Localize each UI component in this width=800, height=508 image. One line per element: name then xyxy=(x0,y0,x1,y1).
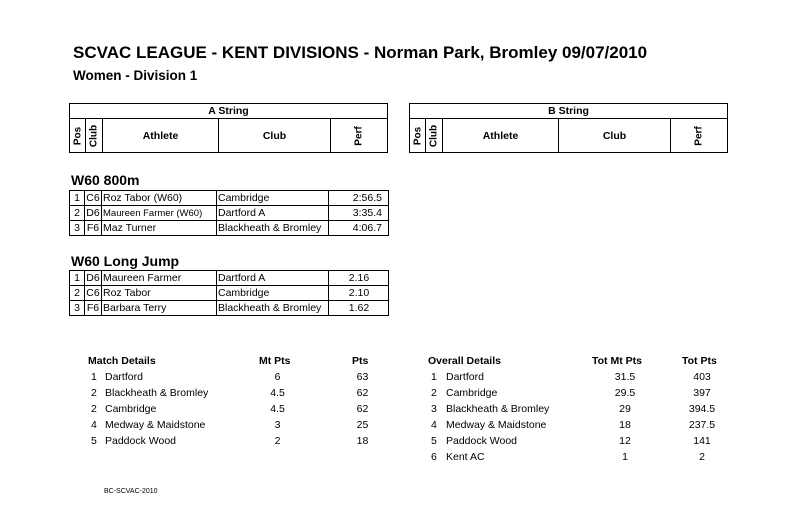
list-item-mt-pts: 6 xyxy=(274,371,281,383)
event-title: W60 Long Jump xyxy=(71,253,180,269)
list-item-mt-pts: 2 xyxy=(274,435,281,447)
club-cell: Dartford A xyxy=(217,206,329,221)
list-item-tot-mt-pts: 29.5 xyxy=(614,387,636,399)
athlete-cell: Barbara Terry xyxy=(102,301,217,316)
b-string-header-table xyxy=(409,103,728,153)
athlete-column-header: Athlete xyxy=(443,119,559,153)
list-item-tot-pts: 237.5 xyxy=(688,419,716,431)
list-item-tot-mt-pts: 1 xyxy=(622,451,628,463)
list-item-pos: 4 xyxy=(431,419,437,431)
division-subtitle: Women - Division 1 xyxy=(73,68,198,83)
table-row xyxy=(70,206,389,221)
a-string-label: A String xyxy=(70,104,388,119)
list-item-pos: 2 xyxy=(431,387,437,399)
club-cell: Blackheath & Bromley xyxy=(217,221,329,236)
event-results-table xyxy=(69,270,389,316)
list-item-tot-pts: 2 xyxy=(699,451,705,463)
list-item-tot-mt-pts: 12 xyxy=(619,435,631,447)
list-item-tot-mt-pts: 29 xyxy=(619,403,631,415)
list-item-club: Cambridge xyxy=(446,387,498,399)
club-column-header: Club xyxy=(219,119,331,153)
list-item-club: Blackheath & Bromley xyxy=(446,403,550,415)
table-row xyxy=(70,301,389,316)
perf-column-header: Perf xyxy=(331,119,388,153)
list-item-tot-pts: 397 xyxy=(693,387,711,399)
list-item-pos: 1 xyxy=(431,371,437,383)
list-item-pts: 25 xyxy=(356,419,369,431)
list-item-pts: 63 xyxy=(356,371,369,383)
list-item-pos: 5 xyxy=(91,435,97,447)
match-details-heading: Match Details xyxy=(88,355,156,367)
club-code-column-header: Club xyxy=(86,119,103,153)
athlete-cell: Roz Tabor (W60) xyxy=(102,191,217,206)
club-column-header: Club xyxy=(559,119,671,153)
event-title: W60 800m xyxy=(71,172,140,188)
list-item-tot-pts: 403 xyxy=(693,371,711,383)
pos-cell: 1 xyxy=(70,191,85,206)
list-item-pts: 18 xyxy=(356,435,369,447)
list-item-tot-mt-pts: 31.5 xyxy=(614,371,636,383)
list-item-pos: 3 xyxy=(431,403,437,415)
list-item-club: Dartford xyxy=(105,371,143,383)
event-results-table xyxy=(69,190,389,236)
list-item-pts: 62 xyxy=(356,387,369,399)
club-code-cell: C6 xyxy=(86,192,100,204)
list-item-mt-pts: 3 xyxy=(274,419,281,431)
overall-details-heading: Overall Details xyxy=(428,355,501,367)
club-code-column-header: Club xyxy=(426,119,443,153)
table-row xyxy=(70,286,389,301)
list-item-club: Kent AC xyxy=(446,451,485,463)
club-cell: Blackheath & Bromley xyxy=(217,301,329,316)
club-code-cell: F6 xyxy=(85,221,102,236)
athlete-column-header: Athlete xyxy=(103,119,219,153)
list-item-mt-pts: 4.5 xyxy=(270,403,285,415)
list-item-club: Paddock Wood xyxy=(446,435,518,447)
list-item-pos: 6 xyxy=(431,451,437,463)
a-string-header-table xyxy=(69,103,388,153)
pos-cell: 3 xyxy=(70,221,85,236)
table-row xyxy=(70,221,389,236)
club-cell: Dartford A xyxy=(217,271,329,286)
list-item-pos: 2 xyxy=(91,387,97,399)
club-cell: Cambridge xyxy=(217,191,329,206)
pos-cell: 1 xyxy=(70,271,85,286)
pos-column-header: Pos xyxy=(70,119,86,153)
list-item-tot-mt-pts: 18 xyxy=(619,419,631,431)
perf-cell: 2.10 xyxy=(329,286,389,301)
footer-code: BC-SCVAC-2010 xyxy=(104,488,158,495)
athlete-cell: Maz Turner xyxy=(102,221,217,236)
list-item-pos: 1 xyxy=(91,371,97,383)
list-item-club: Paddock Wood xyxy=(105,435,177,447)
list-item-pts: 62 xyxy=(356,403,369,415)
list-item-pos: 4 xyxy=(91,419,97,431)
perf-cell: 3:35.4 xyxy=(329,206,389,221)
tot-pts-heading: Tot Pts xyxy=(682,355,717,367)
list-item-club: Medway & Maidstone xyxy=(105,419,206,431)
perf-cell: 4:06.7 xyxy=(329,221,389,236)
table-row xyxy=(70,271,389,286)
perf-cell: 1.62 xyxy=(329,301,389,316)
table-row xyxy=(70,191,389,206)
list-item-tot-pts: 394.5 xyxy=(688,403,716,415)
list-item-pos: 2 xyxy=(91,403,97,415)
list-item-club: Blackheath & Bromley xyxy=(105,387,209,399)
perf-column-header: Perf xyxy=(671,119,728,153)
match-pts-heading: Mt Pts xyxy=(259,355,291,367)
list-item-tot-pts: 141 xyxy=(693,435,711,447)
pos-column-header: Pos xyxy=(410,119,426,153)
pts-heading: Pts xyxy=(352,355,369,367)
list-item-club: Medway & Maidstone xyxy=(446,419,547,431)
club-code-cell: F6 xyxy=(85,301,102,316)
athlete-cell: Maureen Farmer xyxy=(102,271,217,286)
athlete-cell: Maureen Farmer (W60) xyxy=(102,206,217,221)
pos-cell: 3 xyxy=(70,301,85,316)
list-item-club: Dartford xyxy=(446,371,484,383)
b-string-label: B String xyxy=(410,104,728,119)
tot-mt-pts-heading: Tot Mt Pts xyxy=(592,355,642,367)
athlete-cell: Roz Tabor xyxy=(102,286,217,301)
club-code-cell: D6 xyxy=(86,272,100,284)
club-code-cell: D6 xyxy=(86,207,100,219)
club-code-cell: C6 xyxy=(86,287,100,299)
perf-cell: 2:56.5 xyxy=(329,191,389,206)
list-item-pos: 5 xyxy=(431,435,437,447)
page-title: SCVAC LEAGUE - KENT DIVISIONS - Norman Park, Bromley 09/07/2010 xyxy=(73,43,648,62)
list-item-club: Cambridge xyxy=(105,403,157,415)
club-cell: Cambridge xyxy=(217,286,329,301)
pos-cell: 2 xyxy=(70,206,85,221)
pos-cell: 2 xyxy=(70,286,85,301)
perf-cell: 2.16 xyxy=(329,271,389,286)
list-item-mt-pts: 4.5 xyxy=(270,387,285,399)
